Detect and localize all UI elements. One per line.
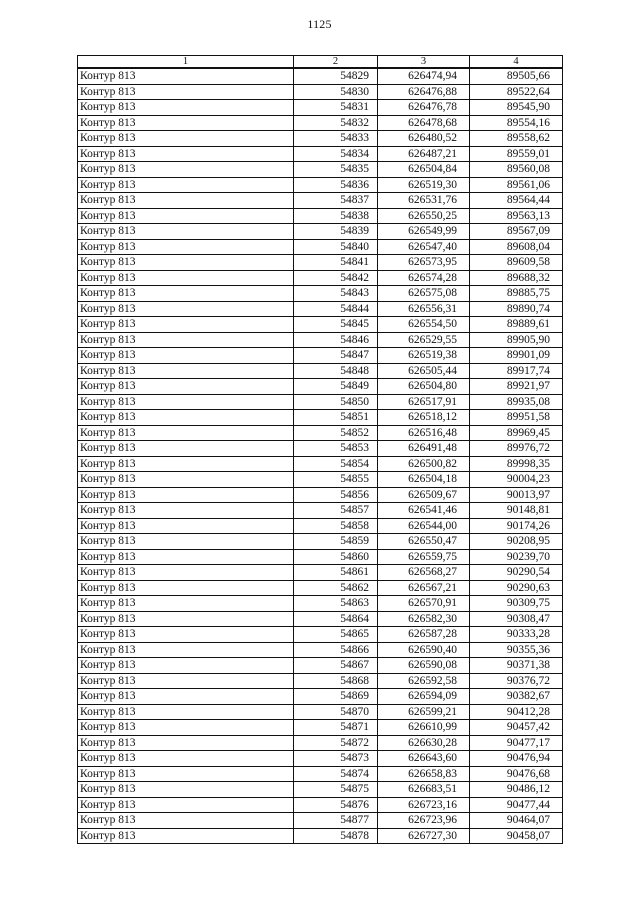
y-coordinate-cell: 90290,54 [470,565,563,581]
column-header-2: 2 [294,56,378,69]
point-number-cell: 54876 [294,797,378,813]
table-row [78,673,563,689]
contour-name-cell: Контур 813 [78,100,294,116]
y-coordinate-cell: 89554,16 [470,115,563,131]
x-coordinate-cell: 626541,46 [378,503,470,519]
table-row [78,797,563,813]
point-number-cell: 54832 [294,115,378,131]
contour-name-cell: Контур 813 [78,642,294,658]
y-coordinate-cell: 90290,63 [470,580,563,596]
contour-name-cell: Контур 813 [78,487,294,503]
contour-name-cell: Контур 813 [78,456,294,472]
contour-name-cell: Контур 813 [78,286,294,302]
contour-name-cell: Контур 813 [78,549,294,565]
point-number-cell: 54864 [294,611,378,627]
contour-name-cell: Контур 813 [78,689,294,705]
contour-name-cell: Контур 813 [78,441,294,457]
y-coordinate-cell: 90477,17 [470,735,563,751]
contour-name-cell: Контур 813 [78,425,294,441]
table-row [78,642,563,658]
point-number-cell: 54858 [294,518,378,534]
table-row [78,115,563,131]
x-coordinate-cell: 626567,21 [378,580,470,596]
contour-name-cell: Контур 813 [78,255,294,271]
table-row [78,503,563,519]
contour-name-cell: Контур 813 [78,503,294,519]
point-number-cell: 54836 [294,177,378,193]
table-body [78,68,563,844]
point-number-cell: 54874 [294,766,378,782]
table-row [78,410,563,426]
contour-name-cell: Контур 813 [78,115,294,131]
point-number-cell: 54872 [294,735,378,751]
y-coordinate-cell: 90412,28 [470,704,563,720]
y-coordinate-cell: 90371,38 [470,658,563,674]
table-row [78,596,563,612]
x-coordinate-cell: 626500,82 [378,456,470,472]
point-number-cell: 54837 [294,193,378,209]
y-coordinate-cell: 90004,23 [470,472,563,488]
y-coordinate-cell: 90376,72 [470,673,563,689]
y-coordinate-cell: 90486,12 [470,782,563,798]
x-coordinate-cell: 626519,30 [378,177,470,193]
point-number-cell: 54838 [294,208,378,224]
table-row [78,735,563,751]
table-row [78,658,563,674]
table-row [78,782,563,798]
contour-name-cell: Контур 813 [78,751,294,767]
y-coordinate-cell: 89935,08 [470,394,563,410]
x-coordinate-cell: 626504,84 [378,162,470,178]
contour-name-cell: Контур 813 [78,704,294,720]
x-coordinate-cell: 626568,27 [378,565,470,581]
table-row [78,534,563,550]
point-number-cell: 54830 [294,84,378,100]
y-coordinate-cell: 90477,44 [470,797,563,813]
x-coordinate-cell: 626550,25 [378,208,470,224]
table-row [78,379,563,395]
contour-name-cell: Контур 813 [78,177,294,193]
y-coordinate-cell: 89558,62 [470,131,563,147]
y-coordinate-cell: 89608,04 [470,239,563,255]
x-coordinate-cell: 626592,58 [378,673,470,689]
table-row [78,689,563,705]
contour-name-cell: Контур 813 [78,782,294,798]
x-coordinate-cell: 626547,40 [378,239,470,255]
y-coordinate-cell: 90309,75 [470,596,563,612]
y-coordinate-cell: 90464,07 [470,813,563,829]
table-row [78,193,563,209]
point-number-cell: 54844 [294,301,378,317]
y-coordinate-cell: 90239,70 [470,549,563,565]
contour-name-cell: Контур 813 [78,580,294,596]
x-coordinate-cell: 626476,78 [378,100,470,116]
y-coordinate-cell: 90355,36 [470,642,563,658]
y-coordinate-cell: 89567,09 [470,224,563,240]
point-number-cell: 54873 [294,751,378,767]
table-row [78,751,563,767]
x-coordinate-cell: 626518,12 [378,410,470,426]
point-number-cell: 54850 [294,394,378,410]
y-coordinate-cell: 89976,72 [470,441,563,457]
point-number-cell: 54862 [294,580,378,596]
table-row [78,84,563,100]
point-number-cell: 54852 [294,425,378,441]
table-row [78,472,563,488]
point-number-cell: 54857 [294,503,378,519]
column-header-1: 1 [78,56,294,69]
contour-name-cell: Контур 813 [78,379,294,395]
contour-name-cell: Контур 813 [78,813,294,829]
x-coordinate-cell: 626559,75 [378,549,470,565]
point-number-cell: 54877 [294,813,378,829]
table-row [78,131,563,147]
contour-name-cell: Контур 813 [78,363,294,379]
point-number-cell: 54853 [294,441,378,457]
y-coordinate-cell: 90208,95 [470,534,563,550]
point-number-cell: 54843 [294,286,378,302]
contour-name-cell: Контур 813 [78,627,294,643]
contour-name-cell: Контур 813 [78,208,294,224]
table-row [78,425,563,441]
y-coordinate-cell: 89889,61 [470,317,563,333]
contour-name-cell: Контур 813 [78,301,294,317]
x-coordinate-cell: 626480,52 [378,131,470,147]
contour-name-cell: Контур 813 [78,317,294,333]
point-number-cell: 54868 [294,673,378,689]
contour-name-cell: Контур 813 [78,332,294,348]
table-row [78,627,563,643]
y-coordinate-cell: 90476,94 [470,751,563,767]
table-row [78,286,563,302]
point-number-cell: 54854 [294,456,378,472]
table-row [78,704,563,720]
table-row [78,611,563,627]
contour-name-cell: Контур 813 [78,239,294,255]
point-number-cell: 54845 [294,317,378,333]
x-coordinate-cell: 626590,40 [378,642,470,658]
point-number-cell: 54829 [294,68,378,84]
x-coordinate-cell: 626658,83 [378,766,470,782]
table-header-row [78,56,563,69]
y-coordinate-cell: 90148,81 [470,503,563,519]
contour-name-cell: Контур 813 [78,146,294,162]
table-row [78,456,563,472]
y-coordinate-cell: 89951,58 [470,410,563,426]
point-number-cell: 54848 [294,363,378,379]
coordinates-table [77,55,563,844]
x-coordinate-cell: 626570,91 [378,596,470,612]
table-row [78,224,563,240]
table-row [78,363,563,379]
point-number-cell: 54833 [294,131,378,147]
contour-name-cell: Контур 813 [78,766,294,782]
contour-name-cell: Контур 813 [78,611,294,627]
contour-name-cell: Контур 813 [78,394,294,410]
contour-name-cell: Контур 813 [78,348,294,364]
table-row [78,549,563,565]
table-row [78,301,563,317]
table-row [78,394,563,410]
x-coordinate-cell: 626550,47 [378,534,470,550]
point-number-cell: 54870 [294,704,378,720]
table-row [78,565,563,581]
x-coordinate-cell: 626574,28 [378,270,470,286]
y-coordinate-cell: 90308,47 [470,611,563,627]
x-coordinate-cell: 626594,09 [378,689,470,705]
x-coordinate-cell: 626556,31 [378,301,470,317]
y-coordinate-cell: 89609,58 [470,255,563,271]
y-coordinate-cell: 89998,35 [470,456,563,472]
page-number: 1125 [307,17,332,31]
x-coordinate-cell: 626723,96 [378,813,470,829]
x-coordinate-cell: 626474,94 [378,68,470,84]
table-row [78,68,563,84]
table-row [78,441,563,457]
table-row [78,177,563,193]
contour-name-cell: Контур 813 [78,224,294,240]
x-coordinate-cell: 626529,55 [378,332,470,348]
table-row [78,208,563,224]
x-coordinate-cell: 626582,30 [378,611,470,627]
y-coordinate-cell: 89559,01 [470,146,563,162]
point-number-cell: 54860 [294,549,378,565]
y-coordinate-cell: 89561,06 [470,177,563,193]
point-number-cell: 54839 [294,224,378,240]
table-row [78,828,563,844]
x-coordinate-cell: 626509,67 [378,487,470,503]
contour-name-cell: Контур 813 [78,162,294,178]
contour-name-cell: Контур 813 [78,596,294,612]
point-number-cell: 54855 [294,472,378,488]
x-coordinate-cell: 626504,80 [378,379,470,395]
y-coordinate-cell: 90458,07 [470,828,563,844]
x-coordinate-cell: 626554,50 [378,317,470,333]
point-number-cell: 54842 [294,270,378,286]
y-coordinate-cell: 90457,42 [470,720,563,736]
x-coordinate-cell: 626630,28 [378,735,470,751]
point-number-cell: 54859 [294,534,378,550]
point-number-cell: 54851 [294,410,378,426]
table-row [78,813,563,829]
contour-name-cell: Контур 813 [78,84,294,100]
contour-name-cell: Контур 813 [78,270,294,286]
y-coordinate-cell: 89901,09 [470,348,563,364]
y-coordinate-cell: 89890,74 [470,301,563,317]
point-number-cell: 54863 [294,596,378,612]
contour-name-cell: Контур 813 [78,410,294,426]
point-number-cell: 54865 [294,627,378,643]
point-number-cell: 54835 [294,162,378,178]
y-coordinate-cell: 89688,32 [470,270,563,286]
table-row [78,348,563,364]
table-row [78,720,563,736]
x-coordinate-cell: 626505,44 [378,363,470,379]
table-row [78,146,563,162]
y-coordinate-cell: 90333,28 [470,627,563,643]
point-number-cell: 54867 [294,658,378,674]
table-row [78,255,563,271]
contour-name-cell: Контур 813 [78,534,294,550]
table-row [78,100,563,116]
point-number-cell: 54875 [294,782,378,798]
x-coordinate-cell: 626476,88 [378,84,470,100]
y-coordinate-cell: 89905,90 [470,332,563,348]
x-coordinate-cell: 626573,95 [378,255,470,271]
point-number-cell: 54869 [294,689,378,705]
table-row [78,317,563,333]
point-number-cell: 54831 [294,100,378,116]
table-row [78,487,563,503]
point-number-cell: 54861 [294,565,378,581]
x-coordinate-cell: 626491,48 [378,441,470,457]
y-coordinate-cell: 89917,74 [470,363,563,379]
y-coordinate-cell: 89563,13 [470,208,563,224]
contour-name-cell: Контур 813 [78,828,294,844]
y-coordinate-cell: 89522,64 [470,84,563,100]
point-number-cell: 54866 [294,642,378,658]
column-header-3: 3 [378,56,470,69]
contour-name-cell: Контур 813 [78,720,294,736]
contour-name-cell: Контур 813 [78,131,294,147]
table-row [78,270,563,286]
x-coordinate-cell: 626504,18 [378,472,470,488]
x-coordinate-cell: 626478,68 [378,115,470,131]
y-coordinate-cell: 89885,75 [470,286,563,302]
point-number-cell: 54878 [294,828,378,844]
y-coordinate-cell: 90174,26 [470,518,563,534]
x-coordinate-cell: 626610,99 [378,720,470,736]
column-header-4: 4 [470,56,563,69]
y-coordinate-cell: 90382,67 [470,689,563,705]
contour-name-cell: Контур 813 [78,68,294,84]
x-coordinate-cell: 626587,28 [378,627,470,643]
x-coordinate-cell: 626549,99 [378,224,470,240]
y-coordinate-cell: 89969,45 [470,425,563,441]
x-coordinate-cell: 626599,21 [378,704,470,720]
contour-name-cell: Контур 813 [78,518,294,534]
contour-name-cell: Контур 813 [78,565,294,581]
x-coordinate-cell: 626544,00 [378,518,470,534]
y-coordinate-cell: 89921,97 [470,379,563,395]
contour-name-cell: Контур 813 [78,658,294,674]
contour-name-cell: Контур 813 [78,193,294,209]
table-row [78,766,563,782]
y-coordinate-cell: 89560,08 [470,162,563,178]
point-number-cell: 54846 [294,332,378,348]
x-coordinate-cell: 626519,38 [378,348,470,364]
x-coordinate-cell: 626727,30 [378,828,470,844]
x-coordinate-cell: 626517,91 [378,394,470,410]
x-coordinate-cell: 626590,08 [378,658,470,674]
point-number-cell: 54856 [294,487,378,503]
x-coordinate-cell: 626516,48 [378,425,470,441]
table-row [78,518,563,534]
x-coordinate-cell: 626487,21 [378,146,470,162]
contour-name-cell: Контур 813 [78,797,294,813]
point-number-cell: 54834 [294,146,378,162]
table-row [78,162,563,178]
point-number-cell: 54871 [294,720,378,736]
table-row [78,332,563,348]
y-coordinate-cell: 89545,90 [470,100,563,116]
y-coordinate-cell: 90476,68 [470,766,563,782]
point-number-cell: 54841 [294,255,378,271]
x-coordinate-cell: 626575,08 [378,286,470,302]
contour-name-cell: Контур 813 [78,673,294,689]
contour-name-cell: Контур 813 [78,735,294,751]
table-row [78,239,563,255]
table-row [78,580,563,596]
contour-name-cell: Контур 813 [78,472,294,488]
x-coordinate-cell: 626683,51 [378,782,470,798]
y-coordinate-cell: 89564,44 [470,193,563,209]
x-coordinate-cell: 626531,76 [378,193,470,209]
point-number-cell: 54849 [294,379,378,395]
x-coordinate-cell: 626643,60 [378,751,470,767]
point-number-cell: 54847 [294,348,378,364]
x-coordinate-cell: 626723,16 [378,797,470,813]
point-number-cell: 54840 [294,239,378,255]
y-coordinate-cell: 89505,66 [470,68,563,84]
y-coordinate-cell: 90013,97 [470,487,563,503]
